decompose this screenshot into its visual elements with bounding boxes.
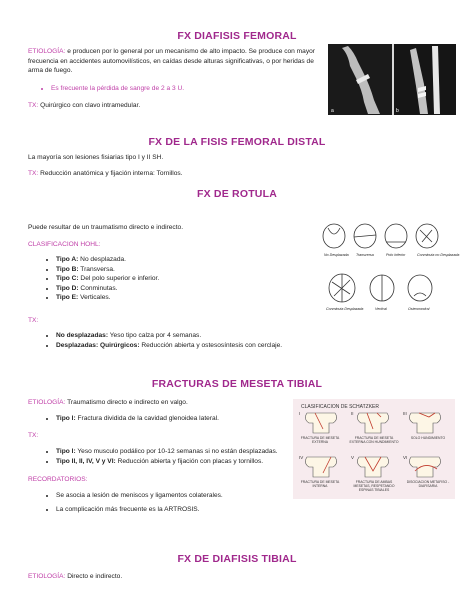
tibial-etiologia xyxy=(28,572,288,582)
patella-label-1: Transversa xyxy=(356,253,374,257)
section-title-fisis-femoral: FX DE LA FISIS FEMORAL DISTAL xyxy=(148,136,326,148)
list-item: • Tipo A: No desplazada. xyxy=(56,255,305,265)
schatzker-label-4: FRACTURA DE MESETA INTERNA xyxy=(300,480,340,488)
patella-label-0: No Desplazada xyxy=(324,253,349,257)
tx-text: Quirúrgico con clavo intramedular. xyxy=(38,102,141,109)
list-item: • Es frecuente la pérdida de sangre de 2 a 3 U. xyxy=(51,84,320,94)
list-item: • Tipo I: Yeso musculo podálico por 10-12 semanas si no están desplazadas. xyxy=(56,447,295,457)
blood-loss-list xyxy=(40,84,320,94)
list-item: • La complicación más frecuente es la ARTROSIS. xyxy=(56,505,295,515)
meseta-tx-list xyxy=(45,447,295,466)
xray-label-a: a xyxy=(331,108,334,114)
rotula-tx-list xyxy=(45,331,305,350)
list-item: • Tipo II, II, IV, V y VI: Reducción abierta y fijación con placas y tornillos. xyxy=(56,457,295,467)
section-title-meseta-tibial: FRACTURAS DE MESETA TIBIAL xyxy=(151,378,323,390)
schatzker-numeral-1: I xyxy=(299,411,301,416)
fisis-paragraph: La mayoría son lesiones fisiarias tipo I y II SH. xyxy=(28,154,164,161)
etiologia-label: ETIOLOGÍA: xyxy=(28,48,66,55)
rotula-paragraph: Puede resultar de un traumatismo directo e indirecto. xyxy=(28,224,184,231)
list-item: • Tipo C: Del polo superior e inferior. xyxy=(56,274,305,284)
list-item: • Tipo D: Conminutas. xyxy=(56,284,305,294)
tx-text: Reducción anatómica y fijación interna: Tornillos. xyxy=(38,170,183,177)
fisis-tx-paragraph xyxy=(28,169,328,179)
section-title-diafisis-femoral: FX DIAFISIS FEMORAL xyxy=(177,30,297,42)
list-item: • Tipo B: Transversa. xyxy=(56,265,305,275)
meseta-clasif-list xyxy=(45,414,295,424)
schatzker-label-2: FRACTURA DE MESETA EXTERNA CON HUNDIMIENTO xyxy=(349,436,399,444)
etiologia-label: ETIOLOGÍA: xyxy=(28,573,66,580)
patella-label-4: Conminuta Desplazada xyxy=(326,307,364,311)
hohl-list xyxy=(45,255,305,303)
schatzker-numeral-2: II xyxy=(351,411,354,416)
femur-xray-figure xyxy=(328,44,456,115)
etiologia-text: Directo e indirecto. xyxy=(65,573,123,580)
list-item: • Tipo I: Fractura dividida de la cavidad glenoidea lateral. xyxy=(56,414,295,424)
section-title-rotula: FX DE ROTULA xyxy=(197,188,277,200)
schatzker-classification-figure xyxy=(293,399,455,499)
schatzker-label-5: FRACTURA DE AMBAS MESETAS, RESPETANDO ESPINAS TIBIALES xyxy=(353,480,395,492)
etiologia-label: ETIOLOGÍA: xyxy=(28,399,66,406)
recordatorios-label: RECORDATORIOS: xyxy=(28,476,88,483)
etiologia-text: e producen por lo general por un mecanismo de alto impacto. Se produce con mayor frecuencia en accidentes automovilísticos, en caídas desde alturas significativas, o por heridas de arma de fuego. xyxy=(28,48,315,75)
schatzker-label-1: FRACTURA DE MESETA EXTERNA xyxy=(300,436,340,444)
schatzker-numeral-4: IV xyxy=(299,455,304,460)
list-item: • Desplazadas: Quirúrgicos: Reducción abierta y ostesosíntesis con cerclaje. xyxy=(56,341,305,351)
schatzker-label-6: DISOCIACION METAFISO - DIAFISARIA xyxy=(406,480,450,488)
hohl-label: CLASIFICACION HOHL: xyxy=(28,241,101,248)
patella-classification-figure xyxy=(320,218,460,328)
patella-label-2: Polo Inferior xyxy=(386,253,406,257)
tx-label: TX: xyxy=(28,102,39,109)
etiologia-text: Traumatismo directo e indirecto en valgo. xyxy=(65,399,188,406)
tx-paragraph xyxy=(28,101,318,111)
schatzker-numeral-6: VI xyxy=(403,455,408,460)
list-item: • Se asocia a lesión de meniscos y ligamentos colaterales. xyxy=(56,491,295,501)
patella-label-6: Osteocondral xyxy=(408,307,430,311)
tx-label: TX: xyxy=(28,170,39,177)
schatzker-title: CLASIFICACION DE SCHATZKER xyxy=(301,404,379,410)
meseta-tx-label: TX: xyxy=(28,432,39,439)
meseta-etiologia xyxy=(28,398,288,408)
list-item: • No desplazadas: Yeso tipo calza por 4 semanas. xyxy=(56,331,305,341)
schatzker-numeral-5: V xyxy=(351,455,355,460)
xray-label-b: b xyxy=(396,108,399,114)
recordatorios-list xyxy=(45,491,295,514)
section-title-diafisis-tibial: FX DE DIAFISIS TIBIAL xyxy=(177,553,297,565)
patella-label-5: Vertical xyxy=(375,307,387,311)
schatzker-label-3: SOLO HUNDIMIENTO xyxy=(410,436,446,440)
schatzker-numeral-3: III xyxy=(403,411,407,416)
patella-label-3: Conminuta no Desplazada xyxy=(417,253,460,257)
list-item: • Tipo E: Verticales. xyxy=(56,293,305,303)
etiologia-paragraph xyxy=(28,47,324,76)
rotula-tx-label: TX: xyxy=(28,317,39,324)
